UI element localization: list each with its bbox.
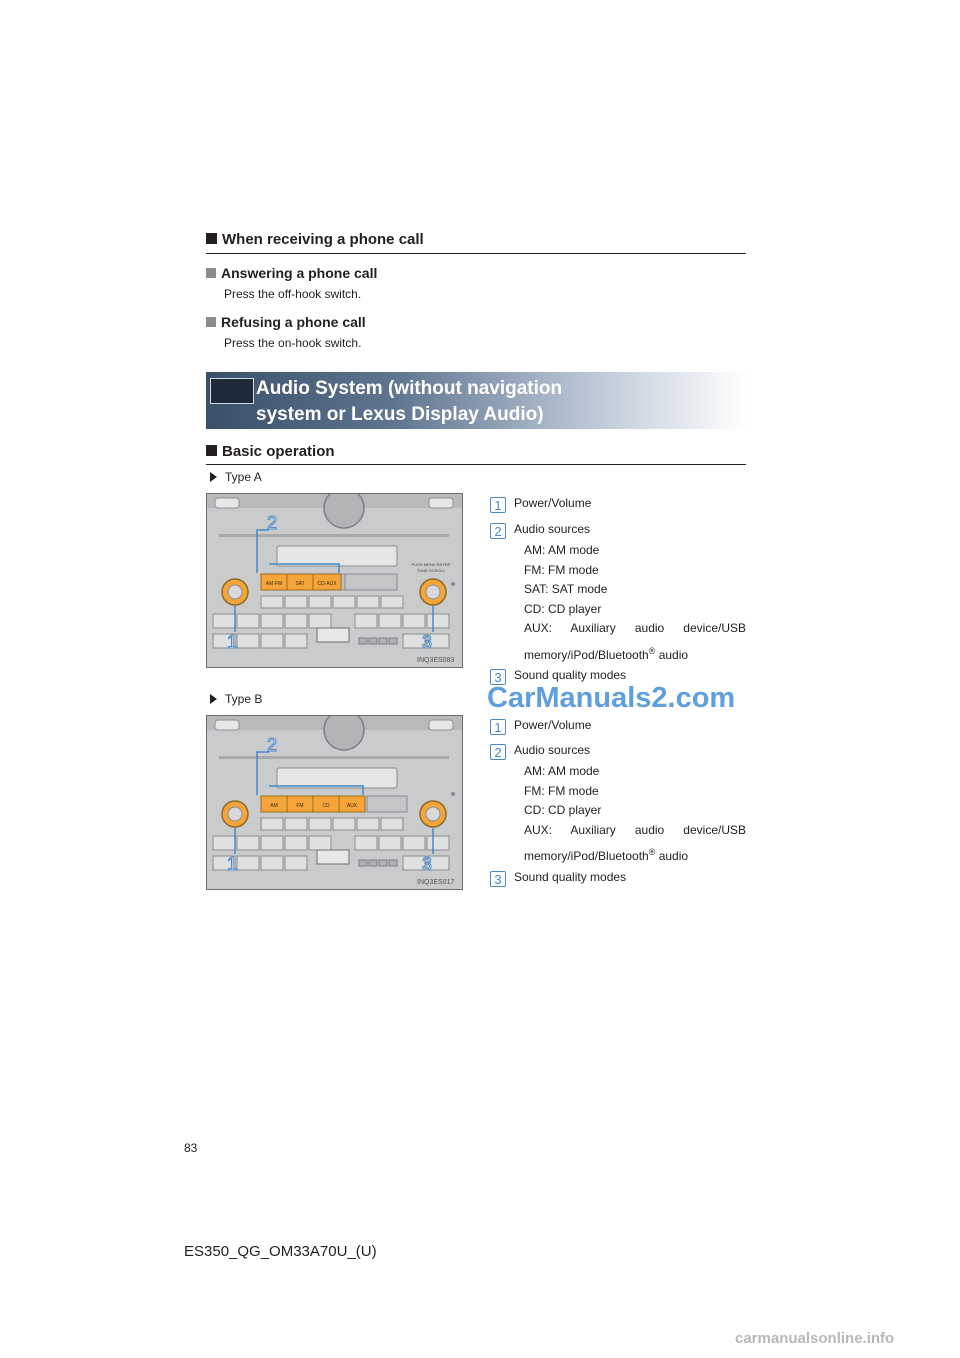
type-b-power-volume: Power/Volume: [514, 718, 592, 732]
banner-thumbnail: [210, 378, 254, 404]
document-code: ES350_QG_OM33A70U_(U): [184, 1243, 377, 1260]
type-b-label: Type B: [210, 692, 262, 706]
refusing-text: Press the on-hook switch.: [224, 336, 362, 350]
square-bullet-icon: [206, 445, 217, 456]
type-a-panel-illustration: [206, 493, 463, 668]
button-cd-aux: CD·AUX: [317, 581, 337, 587]
callout-2: 2: [267, 513, 278, 533]
section-divider: [206, 253, 746, 254]
number-1-icon: 1: [490, 497, 506, 513]
number-1-icon: 1: [490, 719, 506, 735]
audio-system-banner: [206, 372, 746, 429]
type-a-sound-quality: Sound quality modes: [514, 668, 627, 682]
page-number: 83: [184, 1141, 198, 1155]
refusing-heading: Refusing a phone call: [206, 314, 366, 330]
number-2-icon: 2: [490, 744, 506, 760]
phone-call-heading: When receiving a phone call: [206, 231, 424, 248]
footer-site-watermark: carmanualsonline.info: [735, 1330, 895, 1347]
triangle-bullet-icon: [210, 694, 217, 704]
number-3-icon: 3: [490, 871, 506, 887]
button-sat: SAT: [295, 581, 305, 587]
button-am-fm: AM·FM: [265, 581, 283, 587]
button-cd: CD: [322, 803, 330, 809]
callout-3: 3: [422, 632, 433, 652]
answering-text: Press the off-hook switch.: [224, 287, 362, 301]
number-3-icon: 3: [490, 669, 506, 685]
square-bullet-icon: [206, 317, 216, 327]
callout-1: 1: [227, 632, 238, 652]
button-aux: AUX: [346, 803, 358, 809]
section-divider: [206, 464, 746, 465]
banner-title: Audio System (without navigation system or Lexus Display Audio): [256, 378, 563, 425]
side-label-menu-enter: PUSH MENU·ENTER: [411, 562, 451, 567]
type-a-audio-sources: Audio sources: [514, 522, 591, 536]
basic-operation-heading: Basic operation: [206, 443, 335, 460]
image-code: INQ3ES017: [417, 879, 455, 886]
type-b-panel-illustration: [206, 715, 463, 890]
triangle-bullet-icon: [210, 472, 217, 482]
answering-heading: Answering a phone call: [206, 265, 377, 281]
side-label-tune-scroll: TUNE·SCROLL: [416, 568, 446, 573]
type-a-label: Type A: [210, 470, 262, 484]
number-2-icon: 2: [490, 523, 506, 539]
square-bullet-icon: [206, 268, 216, 278]
type-a-power-volume: Power/Volume: [514, 496, 592, 510]
button-fm: FM: [296, 803, 304, 809]
callout-3: 3: [422, 854, 433, 874]
type-b-audio-sources: Audio sources: [514, 743, 591, 757]
square-bullet-icon: [206, 233, 217, 244]
audio-panel-b-svg: [207, 716, 462, 889]
type-b-mode-list: AM: AM mode FM: FM mode CD: CD player AUX: Auxiliary audio device/USB memory/iPod/Bluetooth® audio: [524, 764, 746, 863]
button-am: AM: [270, 803, 278, 809]
callout-2: 2: [267, 735, 278, 755]
watermark-text: CarManuals2.com: [487, 682, 736, 714]
type-a-mode-list: AM: AM mode FM: FM mode SAT: SAT mode CD: CD player AUX: Auxiliary audio device/USB memory/iPod/Bluetooth® audio: [524, 543, 746, 662]
callout-1: 1: [227, 854, 238, 874]
type-b-sound-quality: Sound quality modes: [514, 870, 627, 884]
image-code: INQ3ES083: [417, 657, 455, 664]
audio-panel-a-svg: [207, 494, 462, 667]
